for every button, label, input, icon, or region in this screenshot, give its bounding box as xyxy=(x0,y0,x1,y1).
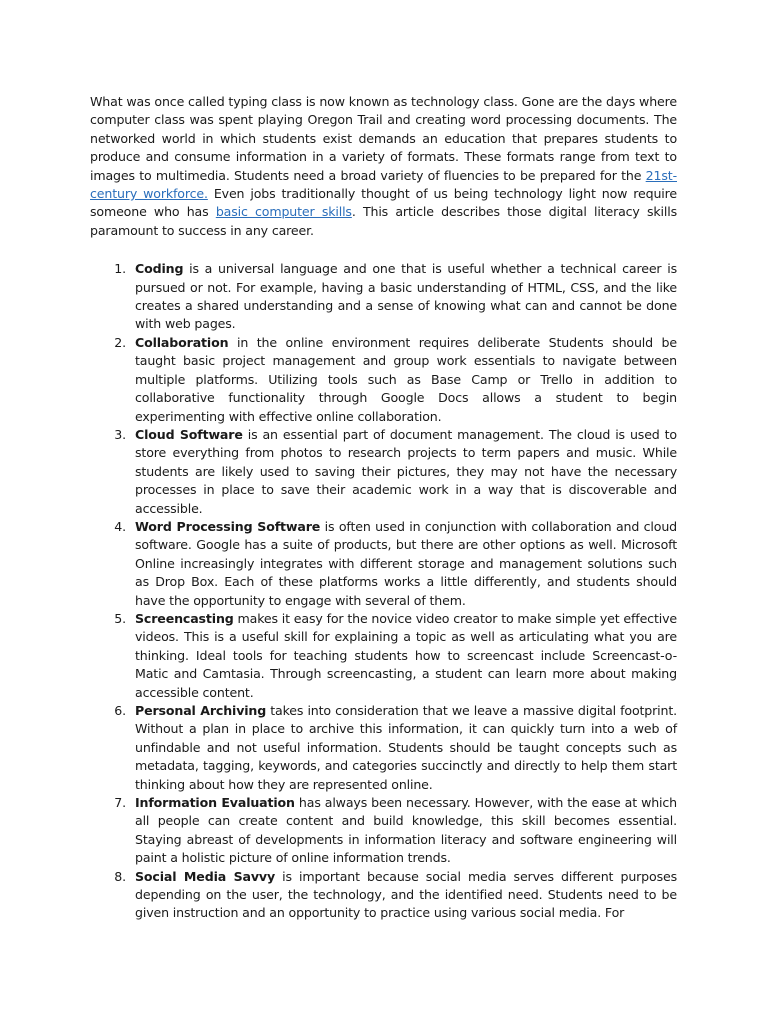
list-item-number: 7. xyxy=(114,795,126,811)
list-item-text: has always been necessary. However, with the ease at which all people can create content and build knowledge, this skill becomes essential. Staying abreast of developments in information literacy and software engineering will paint a holistic picture of online information trends. xyxy=(135,795,678,866)
list-item-number: 8. xyxy=(114,868,126,884)
link-21st-century-workforce[interactable]: 21st-century workforce. xyxy=(90,167,677,202)
intro-text-2: Even jobs traditionally thought of us being technology light now require someone who has xyxy=(90,186,677,220)
link-basic-computer-skills[interactable]: basic computer skills xyxy=(215,204,352,220)
list-item xyxy=(90,610,677,702)
list-item-term: Personal Archiving xyxy=(135,703,267,718)
list-item-text: is an essential part of document management. The cloud is used to store everything from photos to research projects to term papers and music. While students are likely used to saving their pictures, they may not have the necessary processes in place to save their academic work in a way that is discoverable and accessible. xyxy=(135,426,677,516)
intro-paragraph xyxy=(90,93,677,240)
list-item xyxy=(90,260,677,334)
document-page xyxy=(90,93,677,923)
list-item-text: is a universal language and one that is useful whether a technical career is pursued or not. For example, having a basic understanding of HTML, CSS, and the like creates a shared understanding and a sense of knowing what can and cannot be done with web pages. xyxy=(135,261,677,332)
intro-text-3: . This article describes those digital literacy skills paramount to success in any career. xyxy=(90,204,678,238)
list-item-text: is often used in conjunction with collaboration and cloud software. Google has a suite of products, but there are other options as well. Microsoft Online increasingly integrates with different storage and management solutions such as Drop Box. Each of these platforms works a little differently, and students should have the opportunity to engage with several of them. xyxy=(135,518,677,608)
list-item-term: Social Media Savvy xyxy=(135,868,276,884)
list-item-text: is important because social media serves different purposes depending on the user, the technology, and the identified need. Students need to be given instruction and an opportunity to practice using various social media. For xyxy=(135,868,677,921)
list-item-number: 4. xyxy=(114,518,126,534)
list-item-text: makes it easy for the novice video creator to make simple yet effective videos. This is a useful skill for explaining a topic as well as articulating what you are thinking. Ideal tools for teaching students how to screencast include Screencast-o-Matic and Camtasia. Through screencasting, a student can learn more about making accessible content. xyxy=(135,610,677,700)
skills-list xyxy=(90,260,677,923)
list-item xyxy=(90,868,677,923)
list-item-number: 2. xyxy=(114,334,126,350)
list-item-text: takes into consideration that we leave a massive digital footprint. Without a plan in place to archive this information, it can quickly turn into a web of unfindable and not useful information. Students should be taught concepts such as metadata, tagging, keywords, and categories succinctly and directly to help them start thinking about how they are represented online. xyxy=(135,703,678,792)
intro-text-1: What was once called typing class is now known as technology class. Gone are the days where computer class was spent playing Oregon Trail and creating word processing documents. The networked world in which students exist demands an education that prepares students to produce and consume information in a variety of formats. These formats range from text to images to multimedia. Students need a broad variety of fluencies to be prepared for the xyxy=(90,94,677,183)
list-item-number: 1. xyxy=(114,261,126,277)
list-item-term: Coding xyxy=(135,261,184,277)
list-item-term: Cloud Software xyxy=(135,426,243,442)
list-item xyxy=(90,794,677,868)
list-item-term: Collaboration xyxy=(135,334,229,350)
list-item-term: Screencasting xyxy=(135,610,234,626)
list-item xyxy=(90,426,677,518)
list-item xyxy=(90,518,677,610)
list-item-number: 3. xyxy=(114,426,126,442)
list-item xyxy=(90,702,677,794)
list-item-number: 5. xyxy=(114,610,126,626)
list-item xyxy=(90,334,677,426)
list-item-term: Information Evaluation xyxy=(135,795,295,811)
list-item-number: 6. xyxy=(114,703,126,718)
list-item-term: Word Processing Software xyxy=(135,518,321,534)
list-item-text: in the online environment requires deliberate Students should be taught basic project management and group work essentials to navigate between multiple platforms. Utilizing tools such as Base Camp or Trello in addition to collaborative functionality through Google Docs allows a student to begin experimenting with effective online collaboration. xyxy=(135,334,677,424)
